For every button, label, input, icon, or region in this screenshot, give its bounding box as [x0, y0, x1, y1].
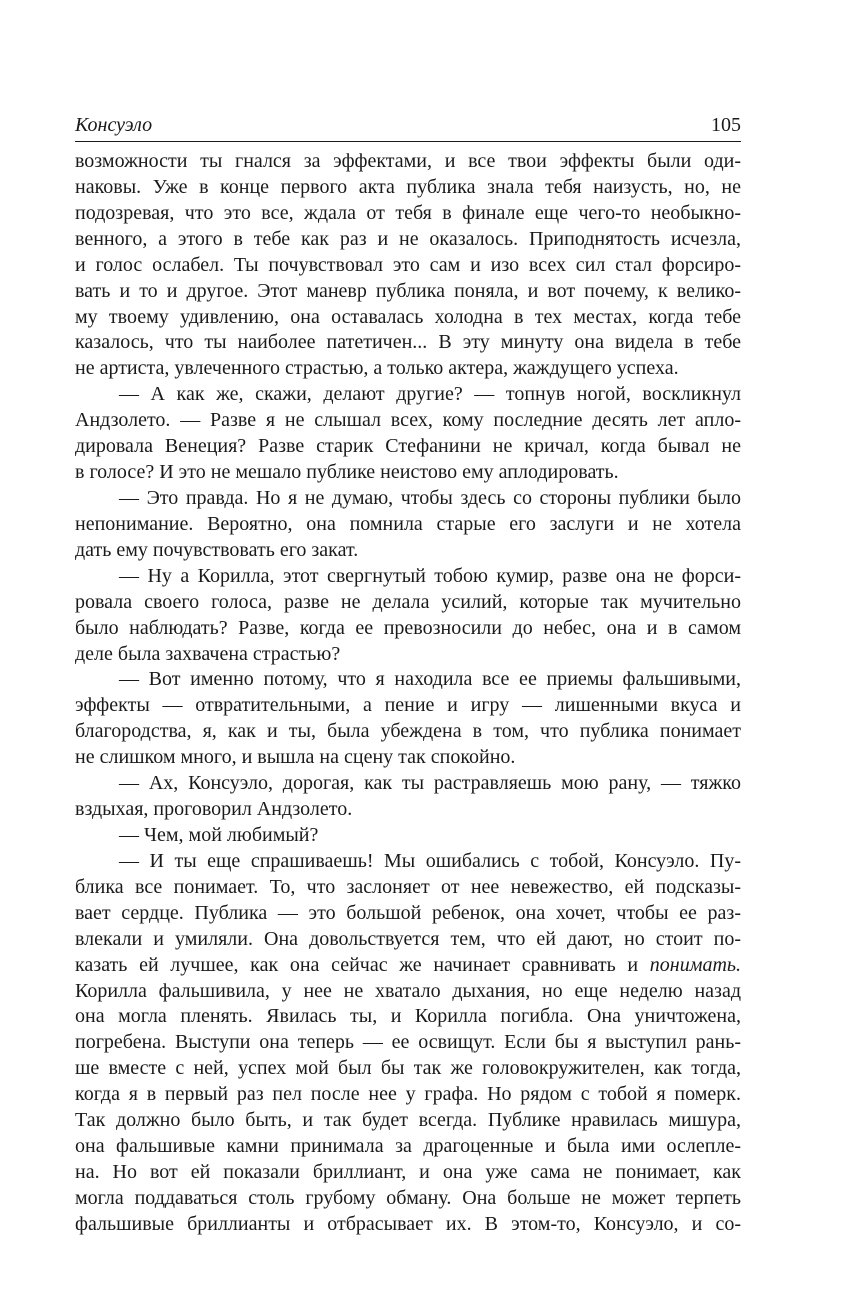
text-line: казалось, что ты наиболее патетичен... В эту минуту она видела в тебе [75, 331, 741, 354]
text-line: — И ты еще спрашиваешь! Мы ошибались с тобой, Консуэло. Пу- [119, 849, 741, 872]
text-line: фальшивые бриллианты и отбрасывает их. В этом-то, Консуэло, и со- [75, 1212, 741, 1235]
text-line: вать и то и другое. Этот маневр публика поняла, и вот почему, к велико- [75, 279, 741, 302]
body-text [75, 149, 741, 1238]
text-line: в голосе? И это не мешало публике неистово ему аплодировать. [75, 461, 619, 484]
header-rule [75, 141, 741, 142]
text-line: она фальшивые камни принимала за драгоценные и была ими ослепле- [75, 1135, 741, 1158]
text-line: Корилла фальшивила, у нее не хватало дыхания, но еще неделю назад [75, 979, 741, 1002]
text-line: непонимание. Вероятно, она помнила старые его заслуги и не хотела [75, 512, 741, 535]
running-head [75, 110, 741, 140]
text-line: — Ах, Консуэло, дорогая, как ты растравляешь мою рану, — тяжко [119, 772, 741, 795]
text-line: венного, а этого в тебе как раз и не оказалось. Приподнятость исчезла, [75, 227, 741, 250]
text-line: погребена. Выступи она теперь — ее освищут. Если бы я выступил рань- [75, 1031, 741, 1054]
text-line: вздыхая, проговорил Андзолето. [75, 798, 353, 821]
text-line: дировала Венеция? Разве старик Стефанини не кричал, когда бывал не [75, 435, 741, 458]
text-line: на. Но вот ей показали бриллиант, и она уже сама не понимает, как [75, 1160, 741, 1183]
text-line: ровала своего голоса, разве не делала усилий, которые так мучительно [75, 590, 741, 613]
text-line: благородства, я, как и ты, была убеждена в том, что публика понимает [75, 720, 741, 743]
text-line: дать ему почувствовать его закат. [75, 538, 359, 561]
text-line: — Ну а Корилла, этот свергнутый тобою кумир, разве она не форси- [119, 564, 741, 587]
text-line: му твоему удивлению, она оставалась холодна в тех местах, когда тебе [75, 305, 741, 328]
text-line: деле была захвачена страстью? [75, 642, 341, 665]
text-line: Андзолето. — Разве я не слышал всех, кому последние десять лет апло- [75, 409, 741, 432]
text-line: было наблюдать? Разве, когда ее превозносили до небес, она и в самом [75, 616, 741, 639]
text-line: могла поддаваться столь грубому обману. Она больше не может терпеть [75, 1186, 741, 1209]
text-line: — Чем, мой любимый? [119, 823, 319, 846]
text-line: ше вместе с ней, успех мой был бы так же головокружителен, как тогда, [75, 1057, 741, 1080]
text-line: — А как же, скажи, делают другие? — топнув ногой, воскликнул [119, 383, 741, 406]
text-line: наковы. Уже в конце первого акта публика знала тебя наизусть, но, не [75, 175, 741, 198]
text-line: возможности ты гнался за эффектами, и все твои эффекты были оди- [75, 150, 741, 172]
text-line: не артиста, увлеченного страстью, а только актера, жаждущего успеха. [75, 357, 679, 380]
text-line: — Это правда. Но я не думаю, чтобы здесь со стороны публики было [119, 486, 741, 509]
page-number: 105 [711, 114, 741, 136]
text-line: эффекты — отвратительными, а пение и игру — лишенными вкуса и [75, 694, 741, 717]
text-line: подозревая, что это все, ждала от тебя в финале еще чего-то необыкно- [75, 201, 741, 224]
text-line: казать ей лучшее, как она сейчас же начинает сравнивать и понимать. [75, 953, 741, 976]
text-line: она могла пленять. Явилась ты, и Корилла погибла. Она уничтожена, [75, 1005, 741, 1028]
emphasized-word: понимать. [649, 953, 741, 976]
text-line: вает сердце. Публика — это большой ребенок, она хочет, чтобы ее раз- [75, 901, 741, 924]
text-line: Так должно было быть, и так будет всегда. Публике нравилась мишура, [75, 1109, 741, 1132]
text-line: блика все понимает. То, что заслоняет от нее невежество, ей подсказы- [75, 875, 741, 898]
text-line: и голос ослабел. Ты почувствовал это сам и изо всех сил стал форсиро- [75, 253, 741, 276]
text-line: когда я в первый раз пел после нее у графа. Но рядом с тобой я померк. [75, 1083, 741, 1106]
book-title: Консуэло [75, 114, 153, 136]
text-line: влекали и умиляли. Она довольствуется тем, что ей дают, но стоит по- [75, 927, 741, 950]
text-line: не слишком много, и вышла на сцену так спокойно. [75, 746, 516, 769]
text-line: — Вот именно потому, что я находила все ее приемы фальшивыми, [119, 668, 741, 691]
